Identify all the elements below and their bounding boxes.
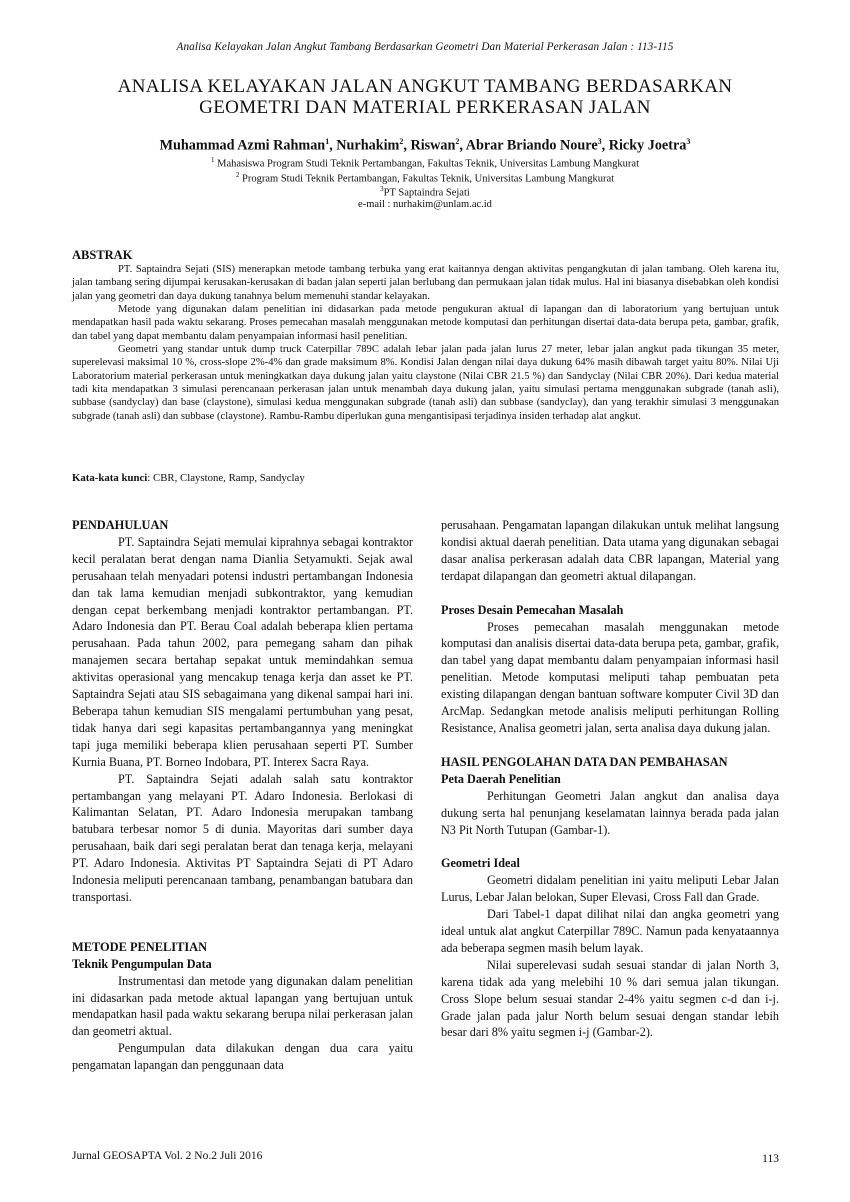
abstract-paragraph: PT. Saptaindra Sejati (SIS) menerapkan metode tambang terbuka yang erat kaitannya dengan aktivitas pengangkutan di jalan tambang. Oleh karena itu, jalan tambang sering dijumpai kerusakan-kerusakan di badan jalan seperti jalan berlubang dan permukaan jalan tidak mulus. Hal ini biasanya disebabkan oleh kondisi jalan yang geometri dan daya dukung tanahnya belum memenuhi standar kelayakan. [72,264,779,302]
affiliation-text: Program Studi Teknik Pertambangan, Fakultas Teknik, Universitas Lambung Mangkurat [242,173,615,185]
subsection-heading: Peta Daerah Penelitian [441,771,561,786]
author-name: Ricky Joetra [608,137,687,154]
footer-journal: Jurnal GEOSAPTA Vol. 2 No.2 Juli 2016 [72,1150,263,1162]
keywords [72,472,305,484]
spacer [441,585,779,602]
paper-title [60,76,790,118]
author-name: Muhammad Azmi Rahman [159,137,326,154]
paragraph: Pengumpulan data dilakukan dengan dua cara yaitu pengamatan lapangan dan penggunaan data [72,1041,413,1073]
spacer [72,906,413,939]
title-line-1: ANALISA KELAYAKAN JALAN ANGKUT TAMBANG BERDASARKAN [117,76,733,97]
author-name: Abrar Briando Noure [465,137,598,154]
affiliation-sup: 3 [380,185,384,193]
title-line-2: GEOMETRI DAN MATERIAL PERKERASAN JALAN [199,97,651,118]
author-name: Nurhakim [336,137,400,154]
author-list: Muhammad Azmi Rahman$^1$, Nurhakim$^2$, Riswan$^2$, Abrar Briando Noure$^3$, Ricky Joetra$^3$ [159,137,691,154]
paragraph: Dari Tabel-1 dapat dilihat nilai dan angka geometri yang ideal untuk alat angkut Caterpillar 789C. Namun pada kenyataannya ada beberapa segmen masih belum layak. [441,907,779,955]
keywords-label: Kata-kata kunci [72,472,148,484]
author-sup: 3 [686,137,691,146]
author-sup: 1 [325,137,330,146]
running-header: Analisa Kelayakan Jalan Angkut Tambang Berdasarkan Geometri Dan Material Perkerasan Jalan : 113-115 [176,41,674,53]
paragraph: perusahaan. Pengamatan lapangan dilakukan untuk melihat langsung kondisi aktual daerah penelitian. Data utama yang digunakan sebagai dasar analisa perkerasan adalah data CBR lapangan, Material yang terdapat dilapangan dan geometri aktual dilapangan. [441,518,779,583]
affiliation-sup: 2 [235,171,240,179]
affiliation-sup: 1 [211,156,215,164]
section-heading: PENDAHULUAN [72,518,169,532]
abstract-heading: ABSTRAK [72,248,133,262]
affiliation-text: PT Saptaindra Sejati [383,187,470,199]
paragraph: Proses pemecahan masalah menggunakan metode komputasi dan analisis disertai data-data berupa peta, gambar, grafik, dan tabel yang dapat membantu dalam penyampaian informasi hasil penelitian. Metode komputasi meliputi tahap pembuatan peta existing dilapangan dengan bantuan software komputer Civil 3D dan ArcMap. Sedangkan metode analisis meliputi perhitungan Rolling Resistance, Analisa geometri jalan, serta analisa daya dukung jalan. [441,619,779,735]
affiliation-text: Mahasiswa Program Studi Teknik Pertambangan, Fakultas Teknik, Universitas Lambung Mangkurat [217,158,639,170]
paragraph: Geometri didalam penelitian ini yaitu meliputi Lebar Jalan Lurus, Lebar Jalan belokan, Super Elevasi, Cross Fall dan Grade. [441,873,779,905]
keywords-value: : CBR, Claystone, Ramp, Sandyclay [147,472,305,484]
paragraph: PT. Saptaindra Sejati adalah salah satu kontraktor pertambangan yang melayani PT. Adaro Indonesia. Berlokasi di Kalimantan Selatan, PT. Adaro Indonesia merupakan tambang batubara terbesar nomor 5 di dunia. Mayoritas dari sumber daya perusahaan, baik dari segi peralatan berat dan tenaga kerja, melayani PT. Adaro Indonesia. Aktivitas PT Saptaindra Sejati di PT Adaro Indonesia meliputi perencanaan tambang, penambangan batubara dan transportasi. [72,771,413,904]
abstract-paragraph: Metode yang digunakan dalam penelitian ini didasarkan pada metode pengukuran aktual di lapangan dan di laboratorium yang bertujuan untuk mendapatkan hasil pada waktu sekarang. Proses pemecahan masalah menggunakan metode komputasi dan perhitungan disertai data-data berupa peta, gambar, grafik, dan tabel yang dapat membantu dalam penyampaian informasi hasil penelitian. [72,304,779,342]
subsection-heading: Geometri Ideal [441,856,520,871]
author-sup: 2 [399,137,404,146]
author-sup: 2 [455,137,460,146]
abstract-body [72,263,779,423]
abstract-paragraph: Geometri yang standar untuk dump truck Caterpillar 789C adalah lebar jalan pada jalan lurus 27 meter, lebar jalan angkut pada tikungan 35 meter, superelevasi maksimal 10 %, cross-slope 2%-4% dan grade maksimum 8%. Kondisi Jalan dengan nilai daya dukung 64% masih dibawah target yaitu 80%. Nilai Uji Laboratorium material perkerasan untuk meningkatkan daya dukung jalan yaitu claystone (Nilai CBR 21.5 %) dan Sandyclay (Nilai CBR 20%). Dari kedua material tadi kita mendapatkan 3 simulasi perencanaan perkerasan jalan untuk menambah daya dukung jalan, yaitu simulasi pertama menggunakan subgrade (tanah asli), subbase (sandyclay) dan base (claystone), simulasi kedua menggunakan subgrade (tanah asli) dan subbase (sandyclay), dan yang terakhir simulasi 3 menggunakan subgrade (tanah asli) dan subbase (claystone). Rambu-Rambu diperlukan guna mengantisipasi terjadinya insiden terhadap alat angkut. [72,344,779,422]
paragraph: PT. Saptaindra Sejati memulai kiprahnya sebagai kontraktor kecil peralatan berat dengan nama Dianlia Setyamukti. Sejak awal perusahaan telah menyadari potensi industri pertambangan Indonesia dan tak lama kemudian menjadi subkontraktor, yang kemudian dengan cepat berkembang menjadi kontraktor pertambangan. PT. Adaro Indonesia dan PT. Berau Coal adalah beberapa klien pertama perusahaan. Pada tahun 2002, para pemegang saham dan pihak manajemen secara bertahap sepakat untuk memindahkan semua aktivitas operasional yang mencakup tenaga kerja dan asset ke PT. Saptaindra Sejati atau SIS sebagaimana yang dikenal sampai hari ini. Beberapa tahun kemudian SIS mengalami pertumbuhan yang pesat, tidak hanya dari segi kapasitas pertambangannya yang meningkat tapi juga memiliki beberapa klien perusahaan seperti PT. Sumber Kurnia Buana, PT. Borneo Indobara, PT. Interex Sacra Raya. [72,534,413,769]
paragraph: Nilai superelevasi sudah sesuai standar di jalan North 3, karena tidak ada yang melebihi 10 % dari semua jalan tikungan. Cross Slope belum sesuai standar 2-4% yaitu segmen c-d dan i-j. Grade jalan pada jalur North belum sesuai dengan standar lebih besar dari 8% yaitu segmen i-j (Gambar-2). [441,957,779,1040]
author-sup: 3 [597,137,602,146]
subsection-heading: Proses Desain Pemecahan Masalah [441,602,624,617]
spacer [441,838,779,855]
section-heading: HASIL PENGOLAHAN DATA DAN PEMBAHASAN [441,754,728,769]
right-column [441,517,779,1041]
email: e-mail : nurhakim@unlam.ac.id [358,199,492,210]
left-column [72,517,413,1074]
section-heading: METODE PENELITIAN [72,939,208,954]
paragraph: Instrumentasi dan metode yang digunakan dalam penelitian ini didasarkan pada metode aktual lapangan yang bertujuan untuk mendapatkan hasil pada waktu sekarang berupa nilai perkerasan jalan dan geometri aktual. [72,973,413,1039]
subsection-heading: Teknik Pengumpulan Data [72,956,212,971]
paragraph: Perhitungan Geometri Jalan angkut dan analisa daya dukung serta hal penunjang keselamatan lainnya berada pada jalan N3 Pit North Tutupan (Gambar-1). [441,788,779,837]
page-number: 113 [762,1153,779,1165]
author-name: Riswan [410,137,456,154]
spacer [441,737,779,754]
